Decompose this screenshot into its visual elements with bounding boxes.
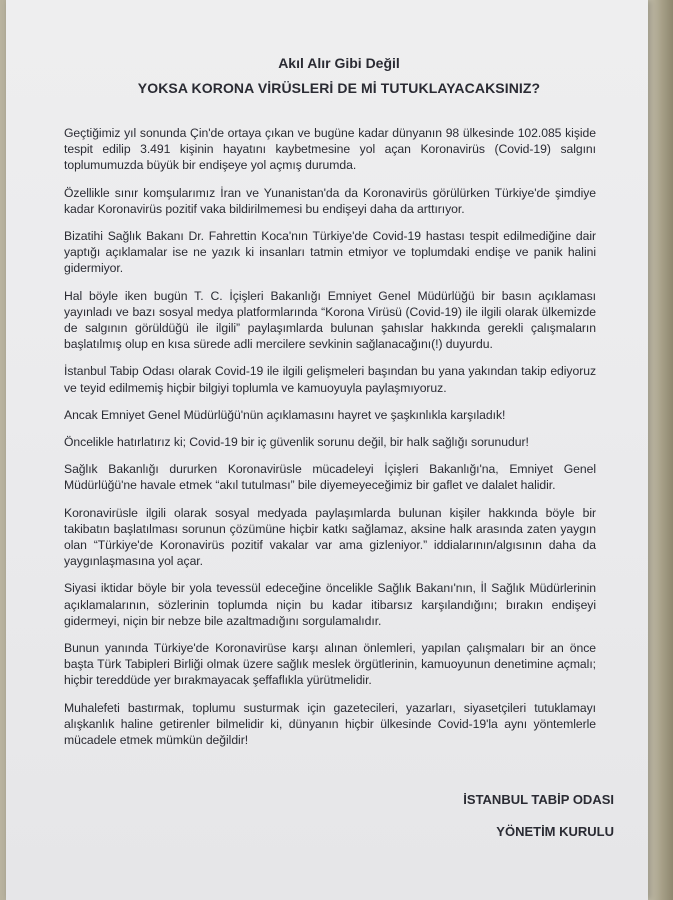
document-body bbox=[64, 125, 596, 748]
signature-board: YÖNETİM KURULU bbox=[496, 824, 614, 839]
signature-organization: İSTANBUL TABİP ODASI bbox=[463, 792, 614, 807]
paragraph: Muhalefeti bastırmak, toplumu susturmak için gazetecileri, yazarları, siyasetçileri tutuklamayı alışkanlık haline getirenler bilmelidir ki, dünyanın hiçbir ülkesinde Covid-19'la aynı yöntemlerle mücadele etmek mümkün değildir! bbox=[64, 700, 596, 748]
paragraph: Geçtiğimiz yıl sonunda Çin'de ortaya çıkan ve bugüne kadar dünyanın 98 ülkesinde 102.085 kişide tespit edilip 3.491 kişinin hayatını kaybetmesine yol açan Koronavirüs (Covid-19) salgını toplumumuzda büyük bir endişeye yol açmış durumda. bbox=[64, 126, 596, 173]
document-page bbox=[6, 0, 648, 900]
document-subtitle: YOKSA KORONA VİRÜSLERİ DE Mİ TUTUKLAYACAKSINIZ? bbox=[137, 80, 541, 96]
paragraph: Koronavirüsle ilgili olarak sosyal medyada paylaşımlarda bulunan kişiler hakkında böyle bir takibatın başlatılması sorunun çözümüne hiçbir katkı sağlamaz, aksine halk arasında zaten yaygın olan “Türkiye'de Koronavirüs pozitif vakalar var ama gizleniyor.” iddialarının/algısının daha da yaygınlaşmasına yol açar. bbox=[64, 505, 596, 569]
paragraph: Bunun yanında Türkiye'de Koronavirüse karşı alınan önlemleri, yapılan çalışmaları bir an önce başta Türk Tabipleri Birliği olmak üzere sağlık meslek örgütlerinin, kamuoyunun denetimine açmalı; hiçbir tereddüde yer bırakmayacak şeffaflıkla yürütmelidir. bbox=[64, 641, 596, 688]
paragraph: Sağlık Bakanlığı dururken Koronavirüsle mücadeleyi İçişleri Bakanlığı'na, Emniyet Genel Müdürlüğü'ne havale etmek “akıl tutulması” bile diyemeyeceğimiz bir gaflet ve dalalet halidir. bbox=[64, 462, 596, 493]
paragraph: İstanbul Tabip Odası olarak Covid-19 ile ilgili gelişmeleri başından bu yana yakından takip ediyoruz ve teyid edilmemiş hiçbir bilgiyi toplumla ve kamuoyuyla paylaşmıyoruz. bbox=[64, 364, 596, 395]
paragraph: Siyasi iktidar böyle bir yola tevessül edeceğine öncelikle Sağlık Bakanı'nın, İl Sağlık Müdürlerinin açıklamalarının, sözlerinin toplumda niçin bu kadar itibarsız karşılandığını; bırakın endişeyi gidermeyi, niçin bir nebze bile azaltmadığını sorgulamalıdır. bbox=[64, 581, 596, 628]
document-title: Akıl Alır Gibi Değil bbox=[278, 55, 400, 71]
paragraph: Öncelikle hatırlatırız ki; Covid-19 bir iç güvenlik sorunu değil, bir halk sağlığı sorunudur! bbox=[64, 435, 529, 450]
desk-surface bbox=[647, 0, 673, 900]
paragraph: Hal böyle iken bugün T. C. İçişleri Bakanlığı Emniyet Genel Müdürlüğü bir basın açıklaması yayınladı ve bazı sosyal medya platformlarında “Korona Virüsü (Covid-19) ile ilgili olarak ülkemizde de salgının görüldüğü ile ilgili” paylaşımlarda bulunan şahıslar hakkında gerekli çalışmaların başlatılmış olup en kısa sürede adli mercilere sevkinin sağlanacağını(!) duyurdu. bbox=[64, 288, 596, 352]
paragraph: Bizatihi Sağlık Bakanı Dr. Fahrettin Koca'nın Türkiye'de Covid-19 hastası tespit edilmediğine dair yaptığı açıklamalar ise ne yazık ki insanları tatmin etmiyor ve toplumdaki endişe ve panik halini gidermiyor. bbox=[64, 229, 596, 276]
paragraph: Ancak Emniyet Genel Müdürlüğü'nün açıklamasını hayret ve şaşkınlıkla karşıladık! bbox=[64, 407, 506, 422]
paragraph: Özellikle sınır komşularımız İran ve Yunanistan'da da Koronavirüs görülürken Türkiye'de şimdiye kadar Koronavirüs pozitif vaka bildirilmemesi bu endişeyi daha da arttırıyor. bbox=[64, 185, 596, 216]
